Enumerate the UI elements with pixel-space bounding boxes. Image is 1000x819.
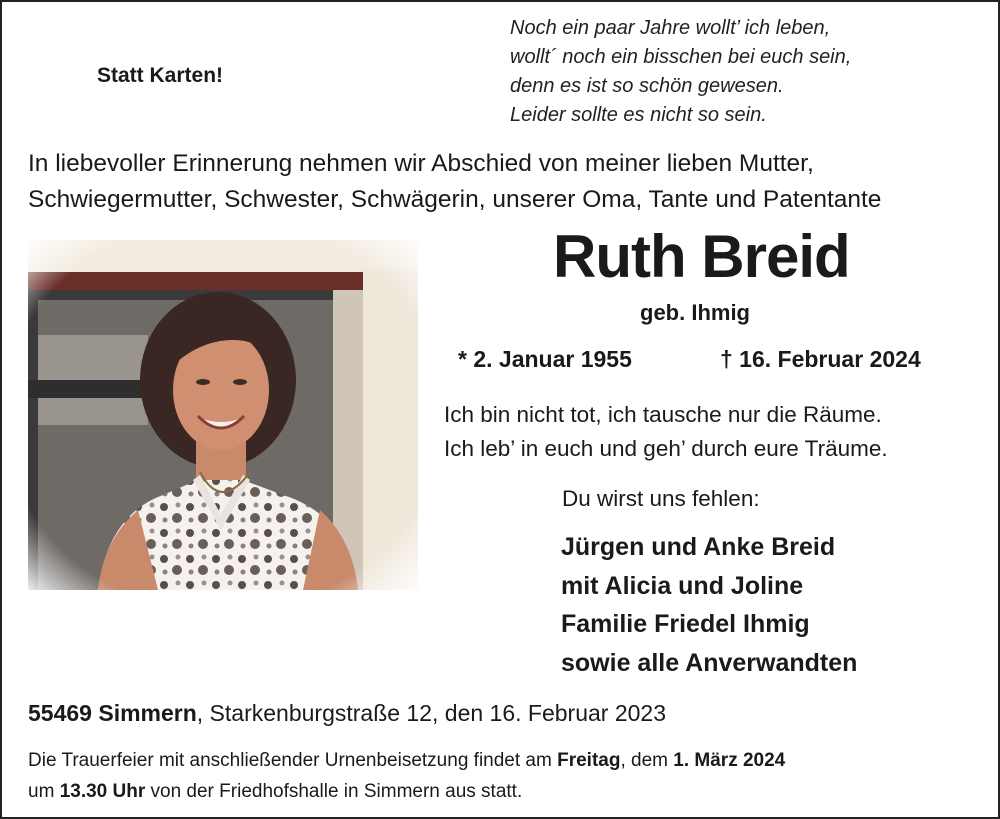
verse-line: Ich leb’ in euch und geh’ durch eure Träume. [444,436,888,461]
service-line [28,776,785,807]
maiden-name: geb. Ihmig [640,300,750,325]
address-line [28,700,666,727]
service-time: 13.30 Uhr [59,781,146,802]
service-text: Die Trauerfeier mit anschließender Urnenbeisetzung findet am [28,750,558,771]
intro-line: Schwiegermutter, Schwester, Schwägerin, unserer Oma, Tante und Patentante [28,186,882,213]
mourner-name: Familie Friedel Ihmig [561,610,810,638]
statt-karten-heading: Statt Karten! [97,64,224,87]
poem-line: wollt´ noch ein bisschen bei euch sein, [510,46,852,68]
mourners-list [561,528,857,682]
service-date: 1. März 2024 [673,750,786,771]
poem-line: Noch ein paar Jahre wollt’ ich leben, [510,17,831,39]
mourners-intro: Du wirst uns fehlen: [562,486,760,511]
deceased-name: Ruth Breid [553,223,850,290]
service-text: von der Friedhofshalle in Simmern aus statt. [145,781,523,802]
address-rest: , Starkenburgstraße 12, den 16. Februar 2023 [196,700,667,726]
service-line [28,745,785,776]
intro-text [28,146,881,218]
intro-line: In liebevoller Erinnerung nehmen wir Abschied von meiner lieben Mutter, [28,150,814,177]
death-date: † 16. Februar 2024 [720,346,921,372]
verse-line: Ich bin nicht tot, ich tausche nur die Räume. [444,402,882,427]
birth-date: * 2. Januar 1955 [458,346,632,372]
mourner-name: Jürgen und Anke Breid [561,533,836,561]
service-info [28,745,785,807]
service-text: um [28,781,60,802]
service-text: , dem [620,750,674,771]
mourner-name: mit Alicia und Joline [561,571,804,600]
verse [444,398,888,466]
service-day: Freitag [557,750,621,771]
address-city: 55469 Simmern [28,700,197,726]
poem-line: denn es ist so schön gewesen. [510,75,784,97]
poem [510,14,851,130]
mourner-name: sowie alle Anverwandten [561,648,858,677]
portrait-photo [28,240,418,590]
poem-line: Leider sollte es nicht so sein. [510,104,767,126]
